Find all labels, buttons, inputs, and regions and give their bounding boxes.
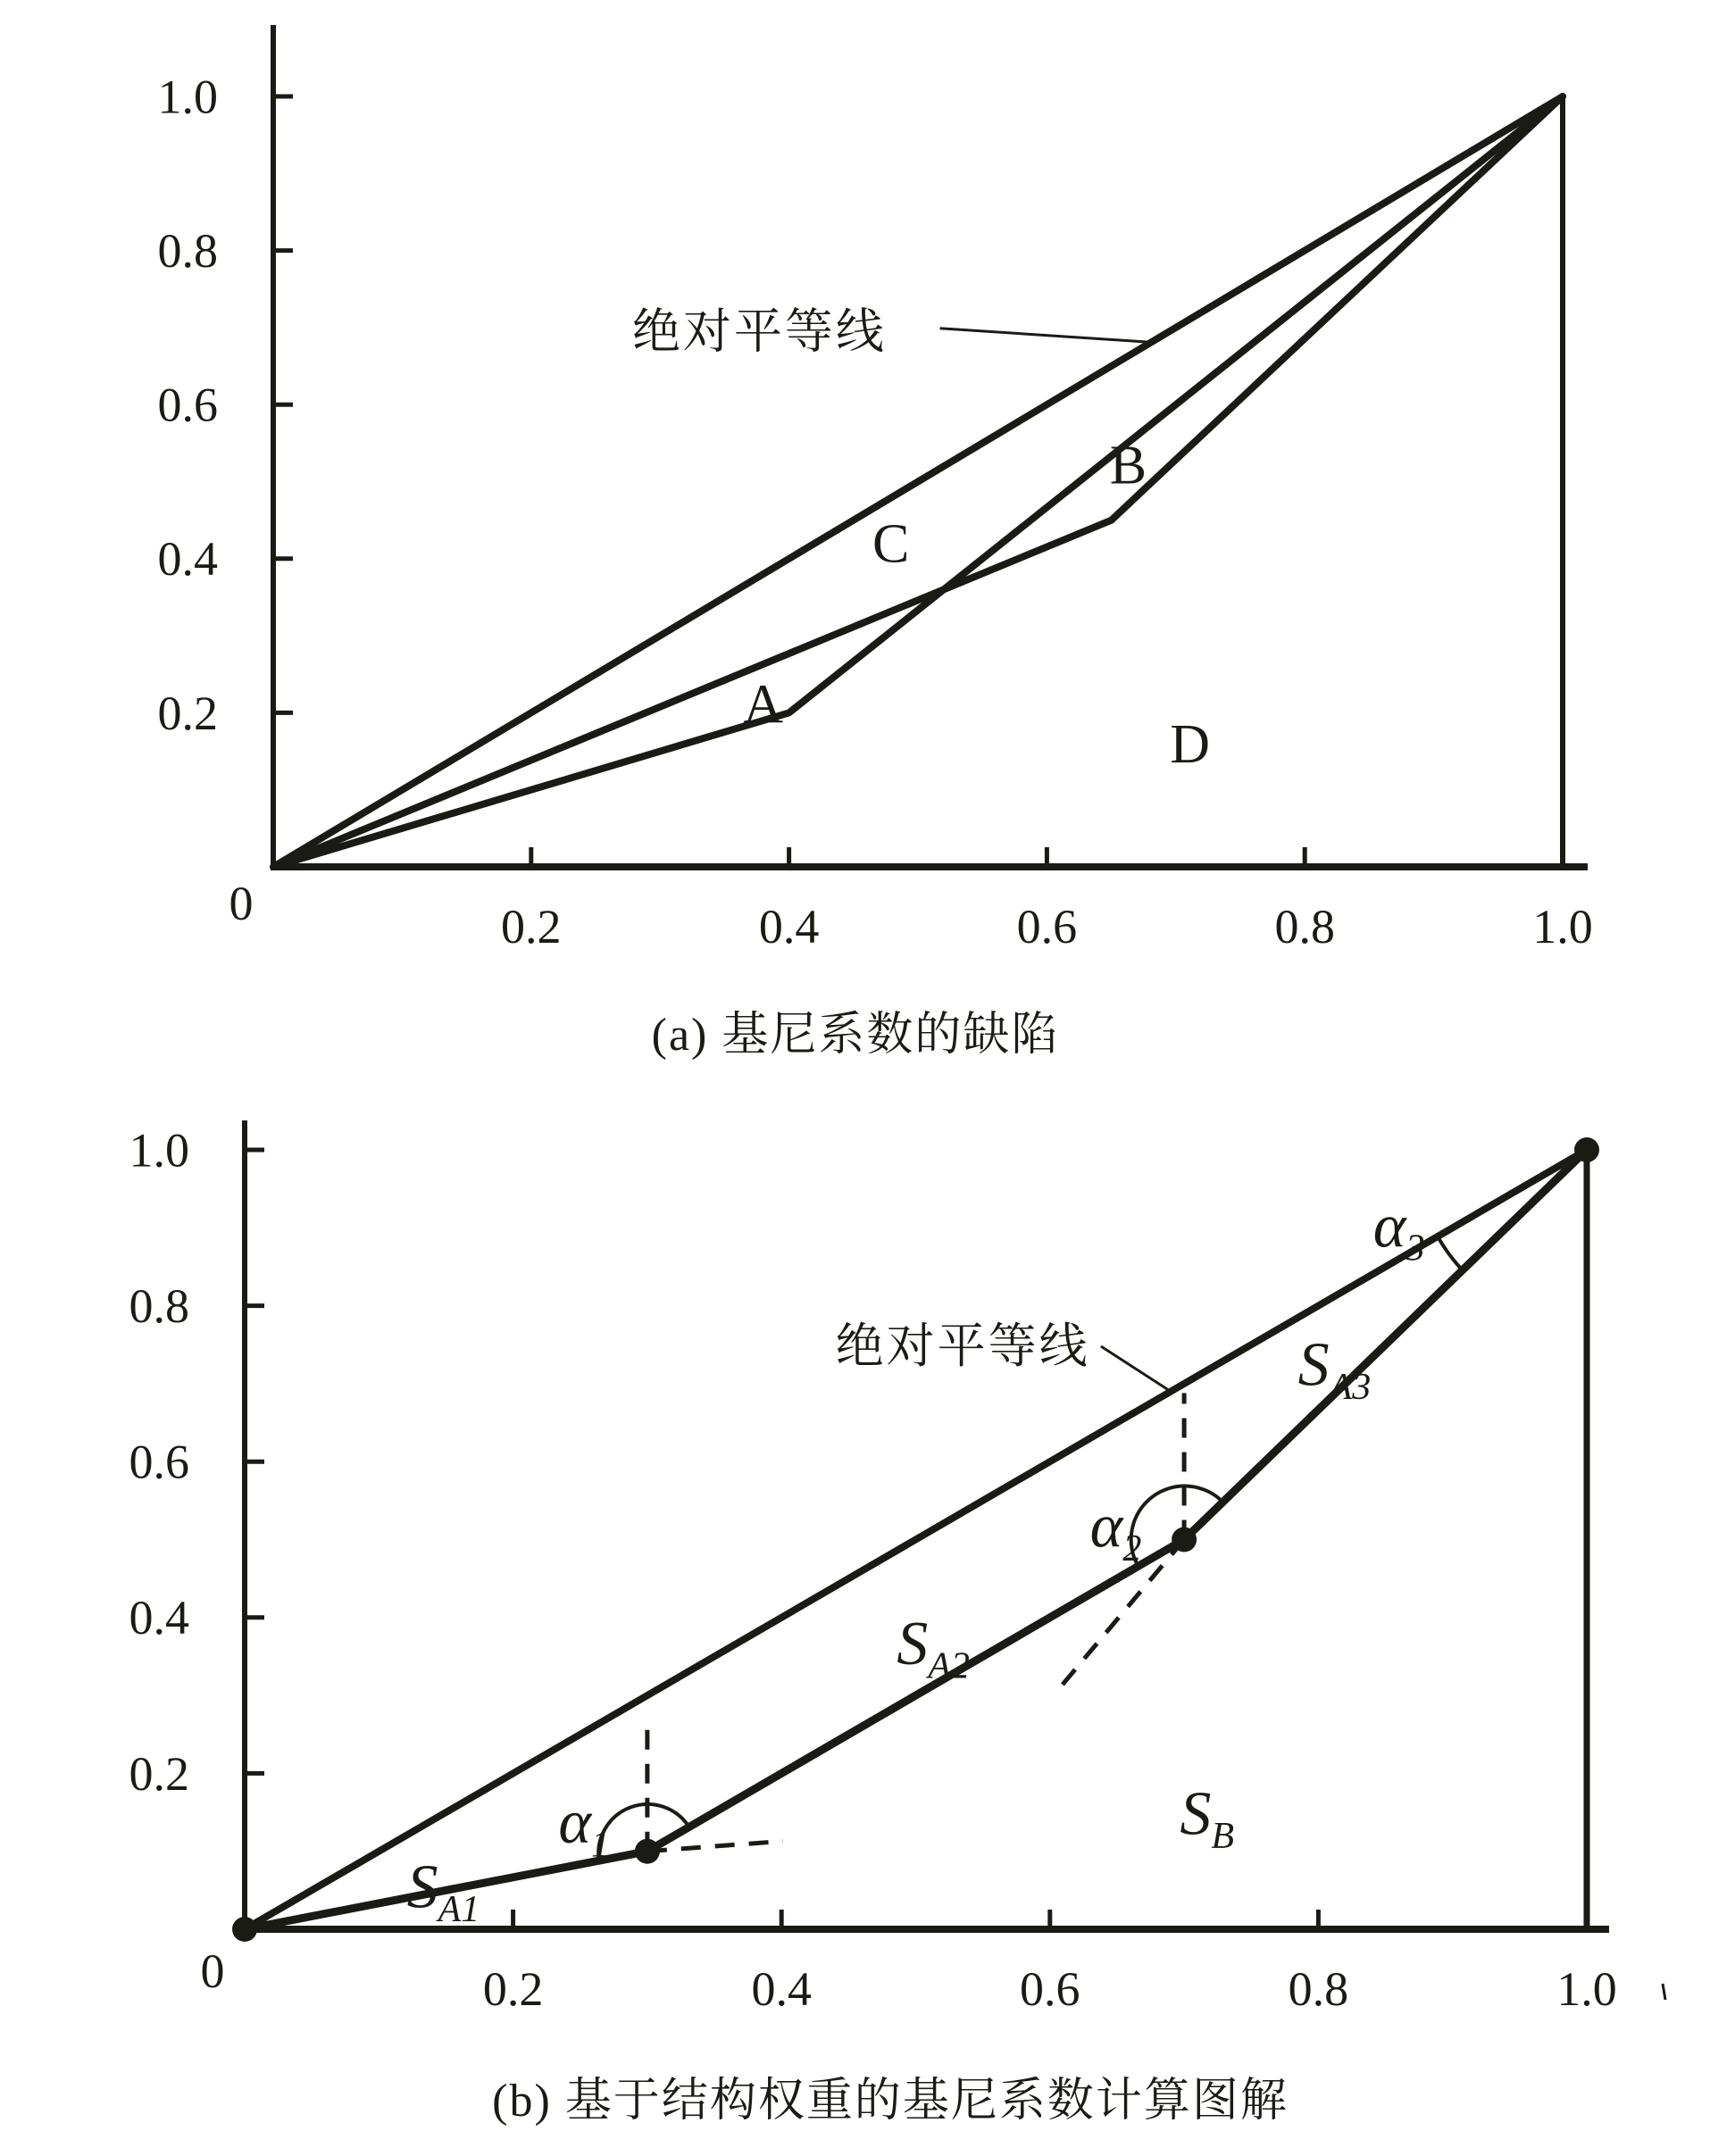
annotation-α3: $\alpha_3$ <box>1372 1192 1425 1269</box>
x-tick-label: 0.2 <box>482 1962 544 2016</box>
annotation-SA1: $S_{A1}$ <box>406 1852 480 1931</box>
annotation-SA3: $S_{A3}$ <box>1297 1330 1372 1409</box>
y-tick-label: 0.8 <box>129 1278 189 1333</box>
label-leader <box>1101 1346 1171 1392</box>
x-tick-label: 0.8 <box>1288 1962 1349 2016</box>
y-tick-label: 0.2 <box>129 1746 189 1801</box>
x-tick-label: 1.0 <box>1532 900 1593 953</box>
annotation-A: A <box>743 674 784 736</box>
x-tick-label: 0.8 <box>1274 900 1335 953</box>
origin-label: 0 <box>229 877 254 930</box>
annotation-绝对平等线: 绝对平等线 <box>631 304 887 359</box>
y-tick-label: 0.4 <box>157 532 218 587</box>
y-tick-label: 1.0 <box>129 1123 189 1178</box>
stray-mark <box>1663 1984 1665 2000</box>
x-tick-label: 1.0 <box>1556 1962 1617 2016</box>
y-tick-label: 0.4 <box>129 1591 189 1645</box>
caption-chart-b: (b) 基于结构权重的基尼系数计算图解 <box>492 2076 1289 2127</box>
data-point <box>232 1917 257 1942</box>
chart-b <box>129 1120 1617 2016</box>
series-b-0 <box>245 1150 1587 1929</box>
y-tick-label: 1.0 <box>157 70 218 124</box>
x-tick-label: 0.6 <box>1016 900 1078 953</box>
annotation-D: D <box>1170 713 1211 775</box>
annotation-B: B <box>1109 435 1147 496</box>
y-tick-label: 0.6 <box>129 1435 189 1489</box>
y-tick-label: 0.8 <box>157 223 218 278</box>
x-tick-label: 0.2 <box>501 900 562 953</box>
x-tick-label: 0.6 <box>1020 1962 1080 2016</box>
alpha2-arc <box>1131 1486 1223 1567</box>
alpha3-arc <box>1438 1236 1463 1270</box>
dashed-guide <box>1058 1540 1184 1690</box>
annotation-α2: $\alpha_2$ <box>1089 1492 1142 1569</box>
origin-label: 0 <box>200 1944 225 1998</box>
y-tick-label: 0.6 <box>157 378 218 432</box>
annotation-SB: $S_B$ <box>1180 1779 1234 1857</box>
x-tick-label: 0.4 <box>751 1962 812 2016</box>
annotation-SA2: $S_{A2}$ <box>897 1610 970 1687</box>
y-tick-label: 0.2 <box>157 686 218 740</box>
x-tick-label: 0.4 <box>758 900 820 953</box>
label-leader <box>940 329 1150 343</box>
series-a-0 <box>273 96 1563 867</box>
annotation-α1: $\alpha_1$ <box>558 1788 611 1866</box>
data-point <box>1574 1137 1599 1162</box>
chart-a <box>158 25 1593 953</box>
annotation-C: C <box>872 513 910 575</box>
annotation-绝对平等线: 绝对平等线 <box>835 1319 1090 1374</box>
caption-chart-a: (a) 基尼系数的缺陷 <box>651 1010 1060 1061</box>
